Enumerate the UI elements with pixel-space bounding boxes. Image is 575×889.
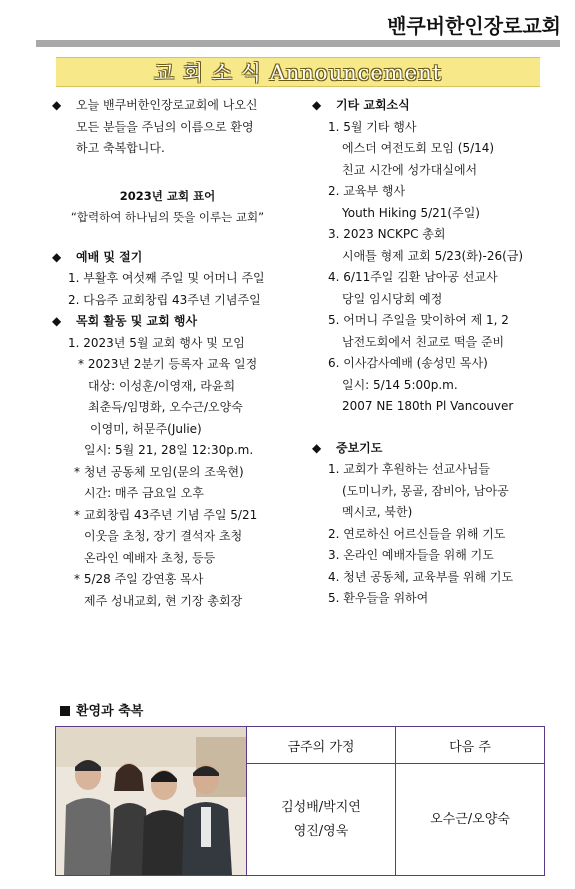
diamond-bullet-icon: ◆ xyxy=(312,98,322,112)
banner-title: 교 회 소 식 Announcement xyxy=(153,61,443,85)
family-photo-image xyxy=(56,727,246,875)
header-rule xyxy=(36,40,560,47)
next-week-header: 다음 주 xyxy=(396,727,544,764)
diamond-bullet-icon: ◆ xyxy=(312,440,322,455)
left-column xyxy=(52,95,297,612)
list-item: 이웃을 초청, 장기 결석자 초청 xyxy=(84,529,243,543)
announcement-banner xyxy=(56,57,540,87)
list-item: 일시: 5월 21, 28일 12:30p.m. xyxy=(84,443,254,457)
list-item: 6. 이사감사예배 (송성민 목사) xyxy=(328,356,488,370)
list-item: * 청년 공동체 모임(문의 조욱현) xyxy=(74,464,244,479)
list-item: Youth Hiking 5/21(주일) xyxy=(342,205,480,220)
list-item: 4. 청년 공동체, 교육부를 위해 기도 xyxy=(328,569,514,584)
list-item: 시애틀 형제 교회 5/23(화)-26(금) xyxy=(342,248,524,263)
prayer-heading: ◆ 중보기도 xyxy=(312,438,567,460)
list-item: 2. 교육부 행사 xyxy=(328,184,406,198)
diamond-bullet-icon: ◆ xyxy=(52,249,62,264)
list-item: 당일 임시당회 예정 xyxy=(342,291,443,306)
family-name: 영진/영욱 xyxy=(293,823,349,839)
diamond-bullet-icon: ◆ xyxy=(52,98,62,112)
list-item: 5. 어머니 주일을 맞이하여 제 1, 2 xyxy=(328,313,509,327)
family-name: 김성배/박지연 xyxy=(281,799,361,815)
list-item: * 교회창립 43주년 기념 주일 5/21 xyxy=(74,507,258,522)
list-item: 3. 2023 NCKPC 총회 xyxy=(328,227,446,241)
welcome-line: 하고 축복합니다. xyxy=(76,141,165,155)
this-week-family-cell xyxy=(247,764,396,875)
welcome-line: 모든 분들을 주님의 이름으로 환영 xyxy=(76,119,254,134)
list-item: 3. 온라인 예배자들을 위해 기도 xyxy=(328,548,494,562)
list-item: 1. 2023년 5월 교회 행사 및 모임 xyxy=(68,335,245,350)
list-item: 1. 부활후 여섯째 주일 및 어머니 주일 xyxy=(68,271,265,285)
diamond-bullet-icon: ◆ xyxy=(52,314,62,328)
church-name: 밴쿠버한인장로교회 xyxy=(387,14,561,38)
welcome-table xyxy=(55,726,545,876)
list-item: * 5/28 주일 강연홍 목사 xyxy=(74,572,204,586)
square-bullet-icon xyxy=(60,706,70,716)
list-item: 최춘득/임명화, 오수근/오양숙 xyxy=(88,400,243,414)
motto-text: “합력하여 하나님의 뜻을 이루는 교회” xyxy=(70,210,265,224)
list-item: 2007 NE 180th Pl Vancouver xyxy=(342,399,514,413)
list-item: 대상: 이성훈/이영재, 라윤희 xyxy=(88,378,236,393)
list-item: 5. 환우들을 위하여 xyxy=(328,591,429,605)
right-column xyxy=(312,95,567,610)
list-item: (도미니카, 몽골, 잠비아, 남아공 xyxy=(342,483,509,498)
list-item: 에스더 여전도회 모임 (5/14) xyxy=(342,141,495,155)
list-item: 2. 다음주 교회창립 43주년 기념주일 xyxy=(68,292,261,307)
family-name: 오수근/오양숙 xyxy=(430,811,510,827)
list-item: 멕시코, 북한) xyxy=(342,505,413,519)
list-item: 이영미, 허문주(Julie) xyxy=(90,421,202,436)
list-item: 온라인 예배자 초청, 등등 xyxy=(84,550,216,565)
list-item: 제주 성내교회, 현 기장 총회장 xyxy=(84,593,243,608)
list-item: 2. 연로하신 어르신들을 위해 기도 xyxy=(328,526,506,541)
worship-heading: ◆ 예배 및 절기 xyxy=(52,247,297,269)
next-week-cell xyxy=(396,764,544,875)
list-item: 시간: 매주 금요일 오후 xyxy=(84,486,204,500)
welcome-line: ◆ 오늘 밴쿠버한인장로교회에 나오신 xyxy=(52,95,297,117)
list-item: 일시: 5/14 5:00p.m. xyxy=(342,377,458,392)
this-week-family-header: 금주의 가정 xyxy=(247,727,396,764)
list-item: 남전도회에서 친교로 떡을 준비 xyxy=(342,334,505,349)
motto-title: 2023년 교회 표어 xyxy=(119,188,216,203)
family-photo xyxy=(56,727,247,875)
list-item: 1. 교회가 후원하는 선교사님들 xyxy=(328,462,490,476)
list-item: 친교 시간에 성가대실에서 xyxy=(342,162,478,177)
list-item: 4. 6/11주일 김환 남아공 선교사 xyxy=(328,270,498,284)
welcome-heading: 환영과 축복 xyxy=(60,700,143,719)
list-item: * 2023년 2분기 등록자 교육 일정 xyxy=(78,357,258,371)
ministry-heading: ◆ 목회 활동 및 교회 행사 xyxy=(52,311,297,333)
list-item: 1. 5월 기타 행사 xyxy=(328,119,417,134)
news-heading: ◆ 기타 교회소식 xyxy=(312,95,567,117)
